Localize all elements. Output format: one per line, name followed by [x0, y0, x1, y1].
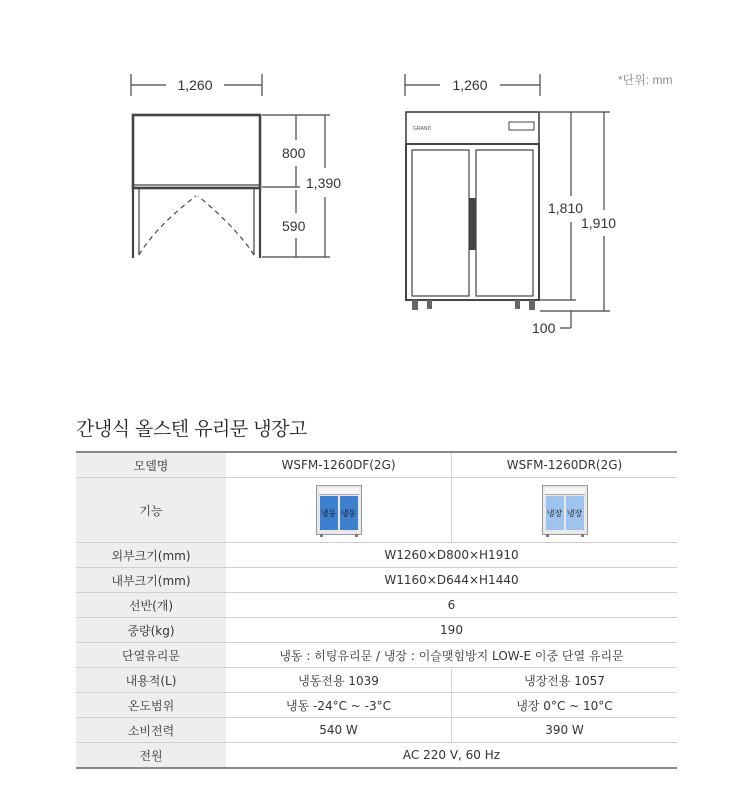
table-row-model — [76, 452, 677, 478]
table-row-function — [76, 478, 677, 543]
brand-logo: GRAND — [413, 126, 432, 132]
row-value: 냉동 : 히팅유리문 / 냉장 : 이슬맺힘방지 LOW-E 이중 단열 유리문 — [226, 643, 677, 668]
refrigerator-fridge-image — [542, 485, 588, 535]
product-title: 간냉식 올스텐 유리문 냉장고 — [76, 418, 307, 440]
side-total-height-label: 1,390 — [306, 175, 342, 191]
table-row-external-size — [76, 543, 677, 568]
row-label: 중량(kg) — [76, 618, 226, 643]
refrigerator-image-cell — [452, 478, 678, 543]
row-value-dr: 냉장전용 1057 — [452, 668, 678, 693]
freezer-door-right: 냉동 — [340, 496, 358, 530]
model-df: WSFM-1260DF(2G) — [226, 452, 452, 478]
table-row-glass-door — [76, 643, 677, 668]
model-dr: WSFM-1260DR(2G) — [452, 452, 678, 478]
table-row-shelves — [76, 593, 677, 618]
row-value: 6 — [226, 593, 677, 618]
row-label: 전원 — [76, 743, 226, 769]
row-value: AC 220 V, 60 Hz — [226, 743, 677, 769]
freezer-door-left: 냉동 — [320, 496, 338, 530]
row-value-dr: 390 W — [452, 718, 678, 743]
side-width-label: 1,260 — [177, 77, 213, 93]
freezer-fridge-image — [316, 485, 362, 535]
unit-note: *단위: mm — [618, 73, 673, 87]
table-row-internal-size — [76, 568, 677, 593]
table-row-capacity — [76, 668, 677, 693]
row-value: W1160×D644×H1440 — [226, 568, 677, 593]
refrigerator-door-right: 냉장 — [566, 496, 584, 530]
row-label: 내용적(L) — [76, 668, 226, 693]
table-row-power-supply — [76, 743, 677, 769]
side-upper-height-label: 800 — [282, 145, 306, 161]
table-row-weight — [76, 618, 677, 643]
row-value: W1260×D800×H1910 — [226, 543, 677, 568]
row-label: 소비전력 — [76, 718, 226, 743]
row-label: 선반(개) — [76, 593, 226, 618]
dimension-drawing — [0, 0, 750, 400]
row-label: 기능 — [76, 478, 226, 543]
row-label: 단열유리문 — [76, 643, 226, 668]
row-value-df: 540 W — [226, 718, 452, 743]
front-total-height-label: 1,910 — [581, 215, 617, 231]
freezer-image-cell — [226, 478, 452, 543]
refrigerator-door-left: 냉장 — [546, 496, 564, 530]
row-value: 190 — [226, 618, 677, 643]
side-lower-height-label: 590 — [282, 218, 306, 234]
front-width-label: 1,260 — [452, 77, 488, 93]
front-body-height-label: 1,810 — [548, 200, 584, 216]
row-value-dr: 냉장 0°C ~ 10°C — [452, 693, 678, 718]
row-label: 외부크기(mm) — [76, 543, 226, 568]
leg-height-label: 100 — [532, 320, 556, 336]
table-row-temperature — [76, 693, 677, 718]
row-label: 내부크기(mm) — [76, 568, 226, 593]
row-label: 모델명 — [76, 452, 226, 478]
row-label: 온도범위 — [76, 693, 226, 718]
row-value-df: 냉동 -24°C ~ -3°C — [226, 693, 452, 718]
table-row-power-consumption — [76, 718, 677, 743]
row-value-df: 냉동전용 1039 — [226, 668, 452, 693]
spec-table — [76, 451, 677, 769]
